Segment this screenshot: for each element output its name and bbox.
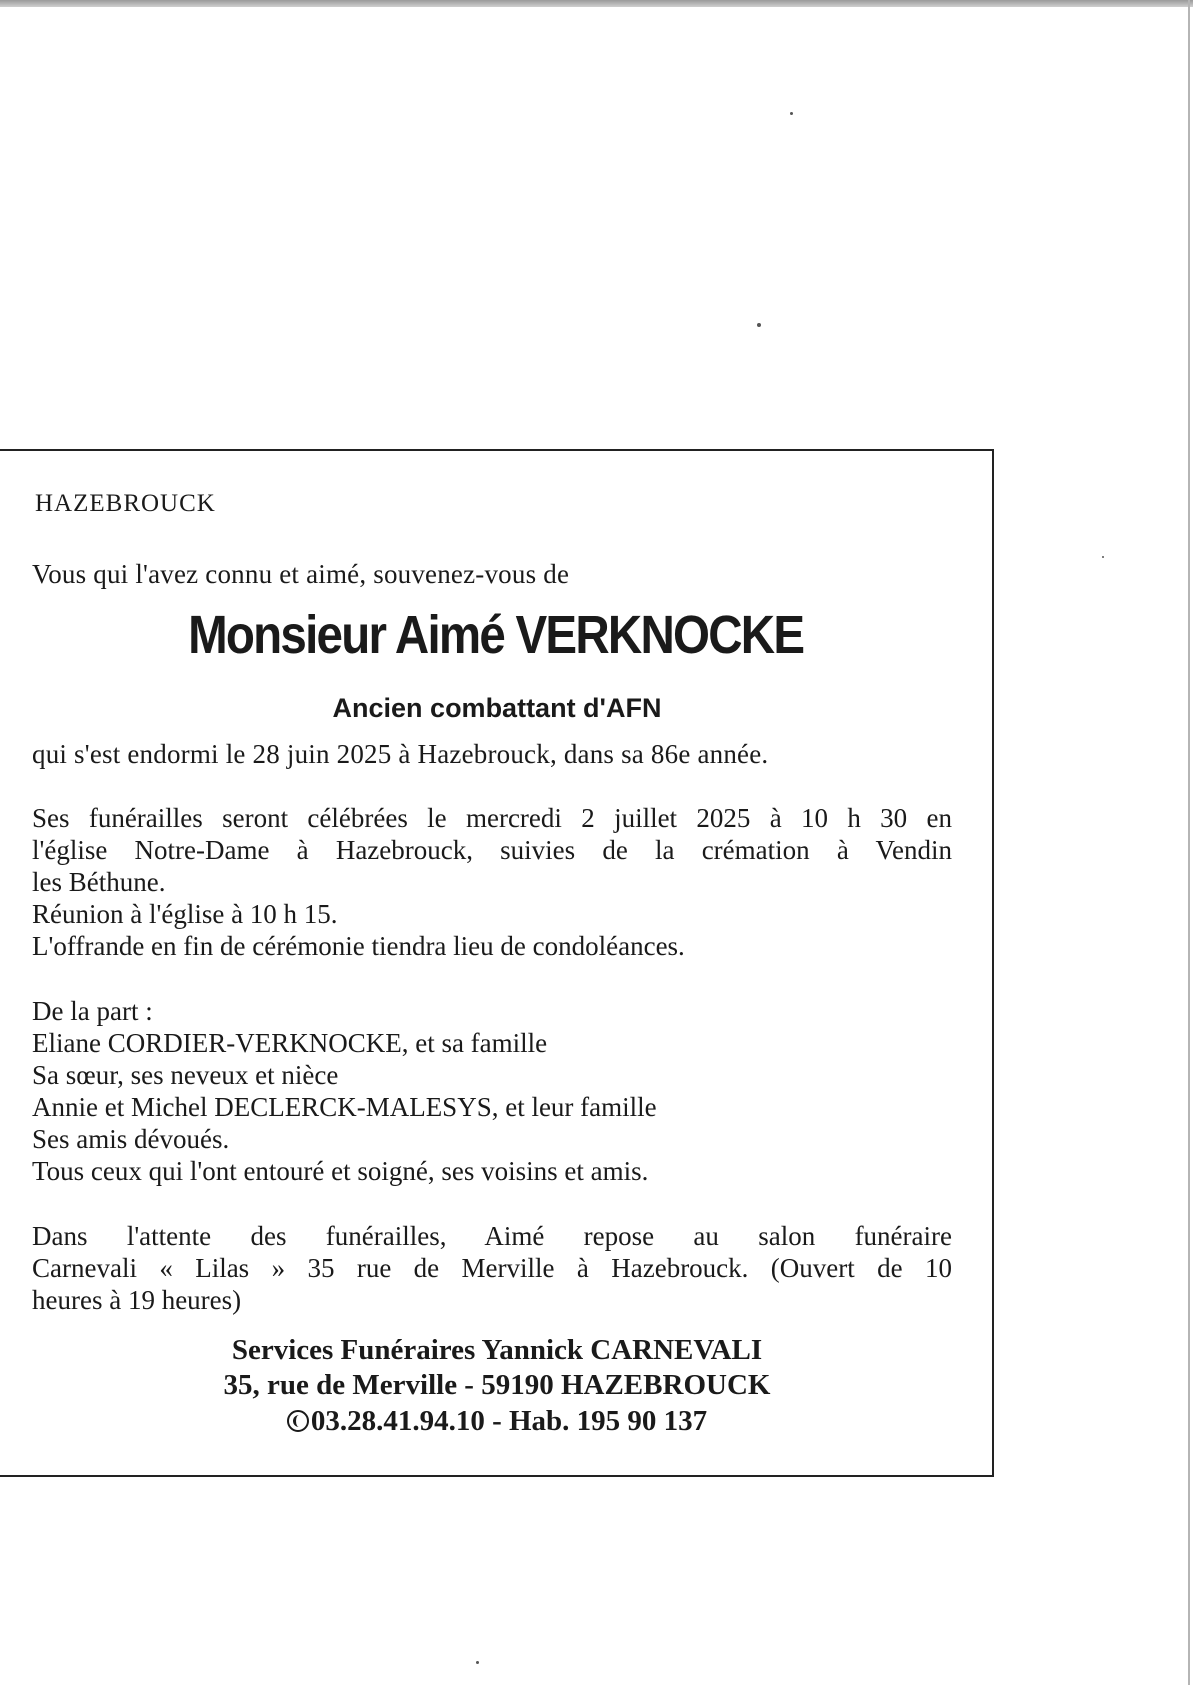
- deceased-title: Ancien combattant d'AFN: [332, 693, 662, 723]
- family-line: Sa sœur, ses neveux et nièce: [32, 1060, 339, 1090]
- scan-speck: [790, 112, 793, 115]
- family-list: [32, 995, 952, 1187]
- notice-intro: Vous qui l'avez connu et aimé, souvenez-vous de: [32, 559, 570, 589]
- funeral-home-name: Services Funéraires Yannick CARNEVALI: [231, 1334, 763, 1366]
- funeral-home-phone-line: [0, 1404, 994, 1438]
- phone-icon: [287, 1410, 309, 1432]
- scan-speck: [476, 1661, 479, 1664]
- scan-edge-top: [0, 0, 1193, 7]
- scan-speck: [757, 323, 761, 327]
- funeral-line: L'offrande en fin de cérémonie tiendra lieu de condoléances.: [32, 931, 685, 961]
- rest-line: Dans l'attente des funérailles, Aimé repose au salon funéraire: [32, 1221, 952, 1251]
- family-line: Tous ceux qui l'ont entouré et soigné, ses voisins et amis.: [32, 1156, 649, 1186]
- family-line: Annie et Michel DECLERCK-MALESYS, et leur famille: [32, 1092, 657, 1122]
- scan-edge-right: [1188, 0, 1190, 1685]
- deceased-name: Monsieur Aimé VERKNOCKE: [188, 605, 804, 665]
- death-line: qui s'est endormi le 28 juin 2025 à Hazebrouck, dans sa 86e année.: [32, 739, 769, 769]
- funeral-line: Réunion à l'église à 10 h 15.: [32, 899, 338, 929]
- notice-town: HAZEBROUCK: [35, 490, 216, 517]
- funeral-details: [32, 802, 952, 962]
- funeral-home-phone: 03.28.41.94.10 - Hab. 195 90 137: [310, 1405, 708, 1437]
- rest-line: heures à 19 heures): [32, 1285, 242, 1315]
- rest-details: [32, 1220, 952, 1316]
- scan-speck: [1102, 556, 1104, 558]
- funeral-line: l'église Notre-Dame à Hazebrouck, suivies de la crémation à Vendin: [32, 835, 952, 865]
- rest-line: Carnevali « Lilas » 35 rue de Merville à Hazebrouck. (Ouvert de 10: [32, 1253, 952, 1283]
- funeral-line: les Béthune.: [32, 867, 166, 897]
- family-line: Eliane CORDIER-VERKNOCKE, et sa famille: [32, 1028, 548, 1058]
- family-heading: De la part :: [32, 996, 153, 1026]
- family-line: Ses amis dévoués.: [32, 1124, 230, 1154]
- funeral-line: Ses funérailles seront célébrées le mercredi 2 juillet 2025 à 10 h 30 en: [32, 803, 952, 833]
- funeral-home-address: 35, rue de Merville - 59190 HAZEBROUCK: [223, 1369, 771, 1401]
